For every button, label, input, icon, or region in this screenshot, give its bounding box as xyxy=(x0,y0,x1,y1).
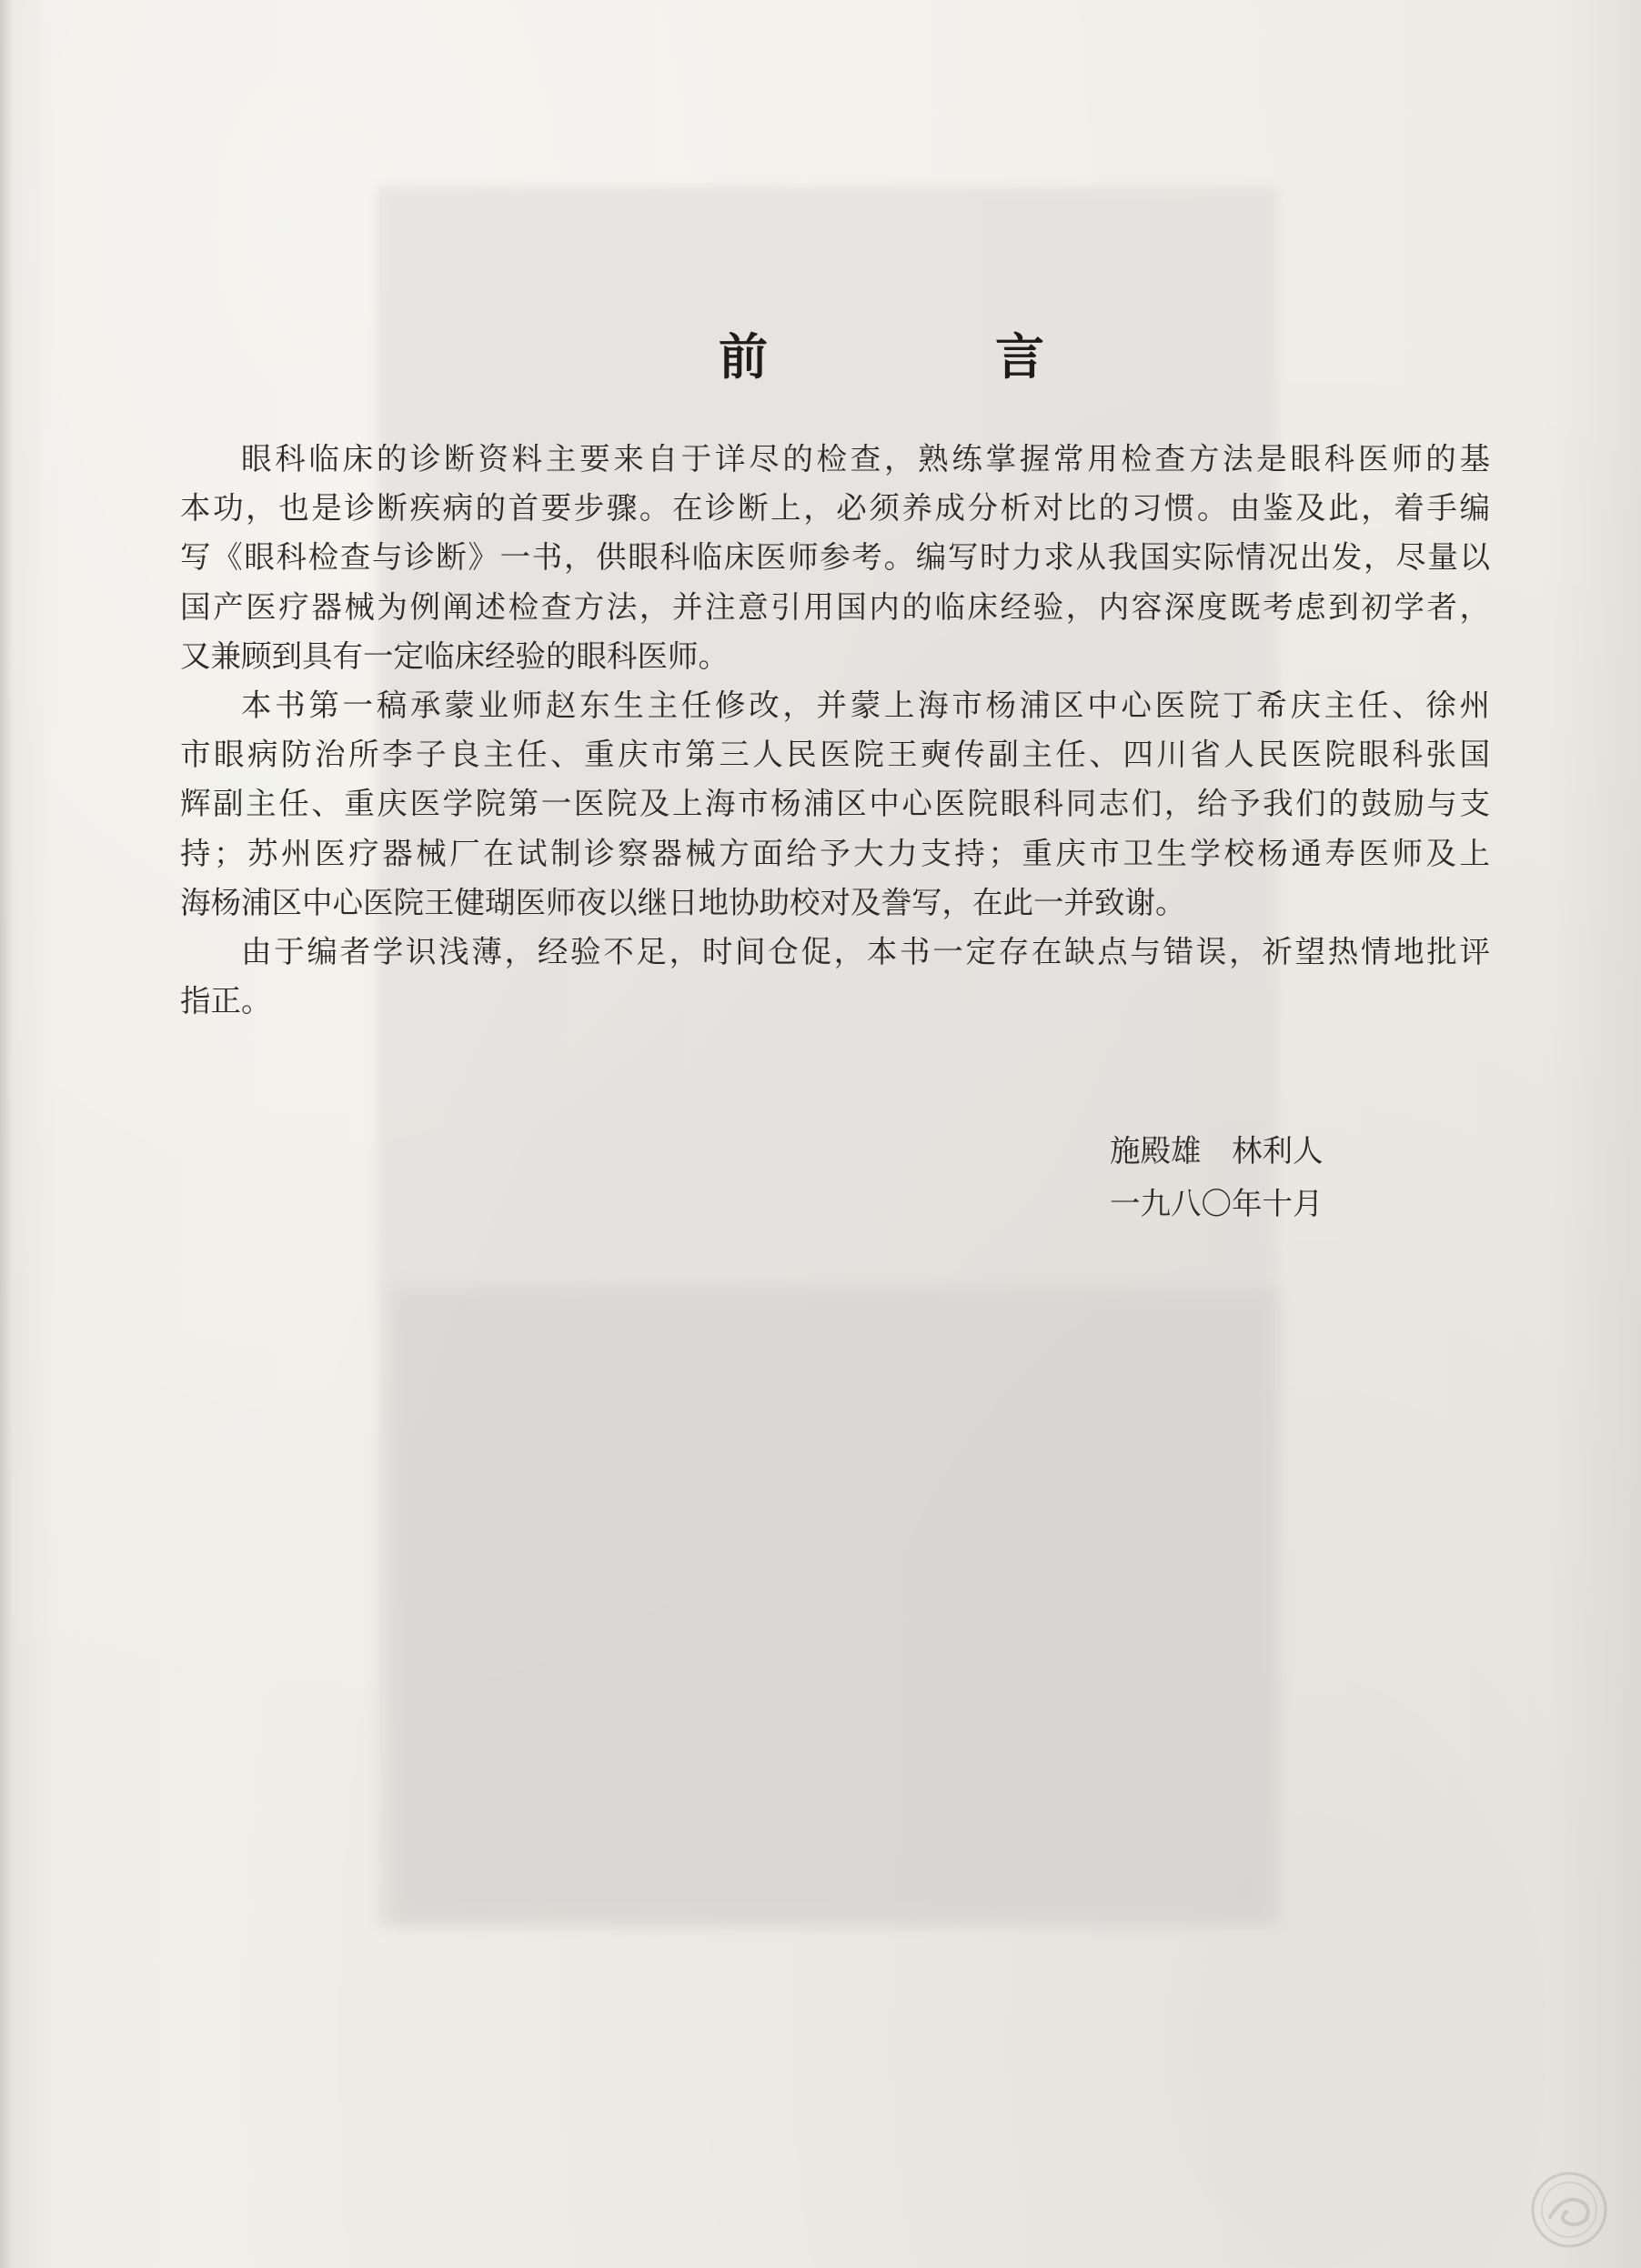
text-line: 本功，也是诊断疾病的首要步骤。在诊断上，必须养成分析对比的习惯。由鉴及此，着手编 xyxy=(180,490,1490,527)
preface-body xyxy=(180,435,1490,1026)
text-line: 写《眼科检查与诊断》一书，供眼科临床医师参考。编写时力求从我国实际情况出发，尽量以 xyxy=(180,539,1490,576)
binding-edge xyxy=(0,0,13,2268)
signature-authors: 施殿雄 林利人 xyxy=(1110,1133,1324,1169)
text-line: 国产医疗器械为例阐述检查方法，并注意引用国内的临床经验，内容深度既考虑到初学者， xyxy=(180,588,1490,625)
text-line: 眼科临床的诊断资料主要来自于详尽的检查，熟练掌握常用检查方法是眼科医师的基 xyxy=(241,441,1490,477)
text-line: 本书第一稿承蒙业师赵东生主任修改，并蒙上海市杨浦区中心医院丁希庆主任、徐州 xyxy=(241,687,1490,723)
text-line: 市眼病防治所李子良主任、重庆市第三人民医院王奭传副主任、四川省人民医院眼科张国 xyxy=(180,737,1490,773)
signature-block xyxy=(1110,1125,1324,1230)
text-line: 由于编者学识浅薄，经验不足，时间仓促，本书一定存在缺点与错误，祈望热情地批评 xyxy=(241,933,1490,969)
text-line: 辉副主任、重庆医学院第一医院及上海市杨浦区中心医院眼科同志们，给予我们的鼓励与支 xyxy=(180,786,1490,822)
signature-date: 一九八〇年十月 xyxy=(1110,1186,1324,1221)
page-title: 前 言 xyxy=(719,327,1133,386)
text-line: 又兼顾到具有一定临床经验的眼科医师。 xyxy=(180,637,729,674)
text-line: 指正。 xyxy=(180,983,272,1019)
text-line: 持；苏州医疗器械厂在试制诊察器械方面给予大力支持；重庆市卫生学校杨通寿医师及上 xyxy=(180,835,1490,871)
text-line: 海杨浦区中心医院王健瑚医师夜以继日地协助校对及誊写，在此一并致谢。 xyxy=(180,884,1186,920)
corner-seal-icon xyxy=(1515,2168,1623,2252)
reverse-side-image-showthrough-lower xyxy=(391,1287,1278,1923)
